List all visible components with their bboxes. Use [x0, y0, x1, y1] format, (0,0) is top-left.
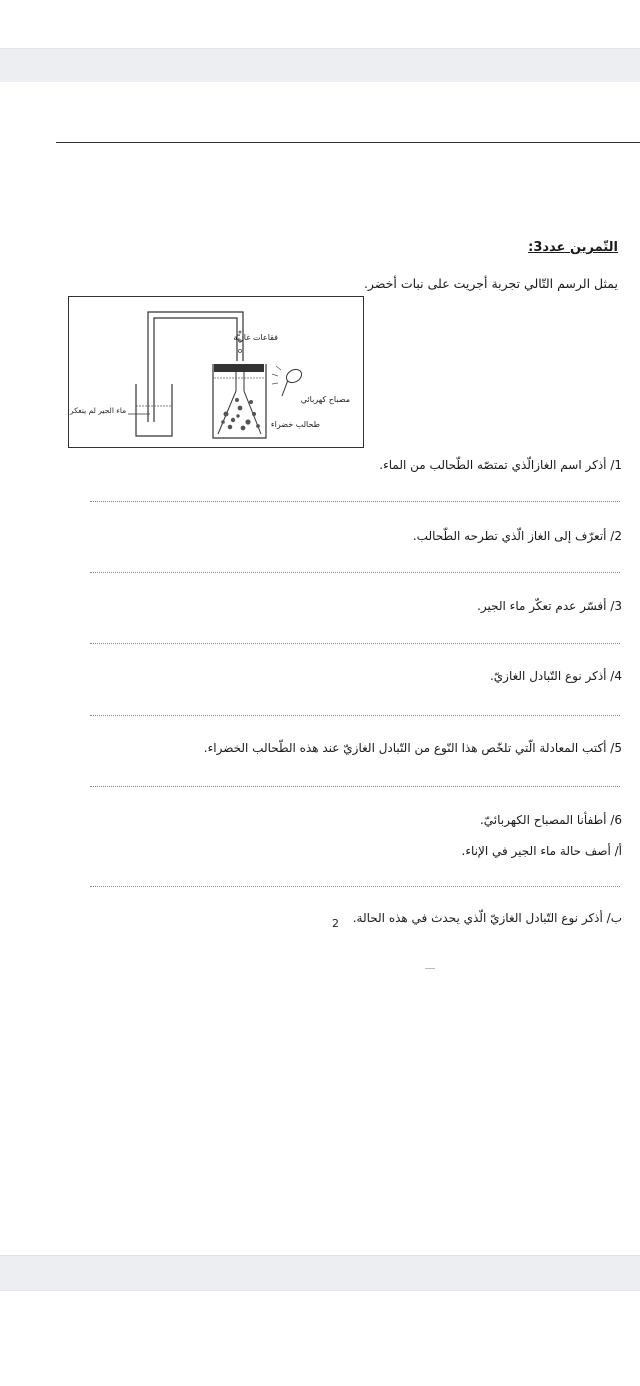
question-3: 3/ أفسّر عدم تعكّر ماء الجير.	[477, 599, 622, 613]
question-6b: ب/ أذكر نوع التّبادل الغازيّ الّذي يحدث في هذه الحالة.	[352, 911, 622, 925]
answer-line-1	[90, 501, 620, 502]
answer-line-4	[90, 715, 620, 716]
question-6: 6/ أطفأنا المصباح الكهربائيّ.	[479, 813, 622, 827]
question-4: 4/ أذكر نوع التّبادل الغازيّ.	[489, 669, 622, 683]
label-algae: طحالب خضراء	[270, 420, 320, 429]
header-rule	[56, 142, 640, 143]
question-5: 5/ أكتب المعادلة الّتي تلخّص هذا النّوع من التّبادل الغازيّ عند هذه الطّحالب الخضراء.	[203, 741, 622, 755]
question-1: 1/ أذكر اسم الغازالّذي تمتصّه الطّحالب من الماء.	[379, 458, 622, 472]
viewer-top-bar	[0, 48, 640, 83]
experiment-diagram	[68, 296, 364, 448]
exercise-title: التّمرين عدد3:	[528, 240, 618, 255]
label-bubbles: فقاعات غازيّة	[233, 333, 278, 342]
page-number: 2	[332, 917, 339, 930]
answer-line-2	[90, 572, 620, 573]
answer-line-3	[90, 643, 620, 644]
viewer-bottom-bar	[0, 1255, 640, 1291]
answer-line-6a	[90, 886, 620, 887]
label-limewater: ماء الجير لم يتعكر	[70, 406, 127, 415]
label-lamp: مصباح كهربائي	[300, 395, 350, 404]
question-2: 2/ أتعرّف إلى الغاز الّذي تطرحه الطّحالب.	[412, 529, 622, 543]
scan-mark	[425, 968, 435, 969]
question-6a: أ/ أصف حالة ماء الجير في الإناء.	[461, 844, 622, 858]
answer-line-5	[90, 786, 620, 787]
exercise-intro: يمثل الرسم التّالي تجربة أجريت على نبات أخضر.	[363, 276, 618, 291]
